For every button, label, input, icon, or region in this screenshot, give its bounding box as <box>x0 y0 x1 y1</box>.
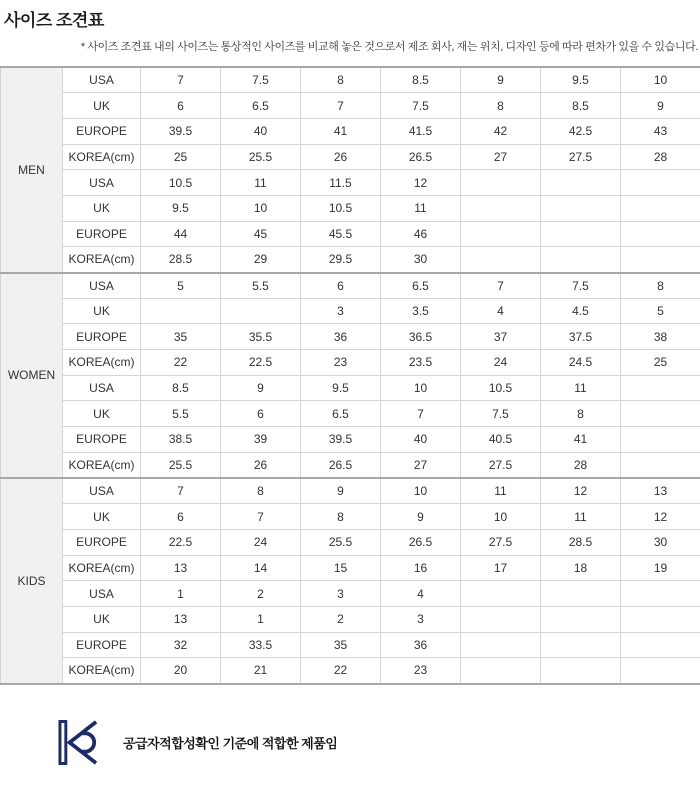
table-row <box>1 555 700 581</box>
certification-footer <box>0 719 700 766</box>
size-value-cell: 2 <box>301 606 381 632</box>
size-value-cell: 2 <box>221 581 301 607</box>
size-value-cell: 8 <box>301 67 381 93</box>
size-value-cell: 7.5 <box>381 93 461 119</box>
table-row <box>1 478 700 504</box>
size-value-cell: 9 <box>301 478 381 504</box>
size-value-cell: 45 <box>221 221 301 247</box>
size-value-cell <box>621 427 700 453</box>
size-value-cell: 44 <box>141 221 221 247</box>
table-row <box>1 221 700 247</box>
table-row <box>1 504 700 530</box>
size-value-cell: 7 <box>141 478 221 504</box>
size-value-cell: 9 <box>221 375 301 401</box>
table-row <box>1 93 700 119</box>
size-value-cell: 9 <box>621 93 700 119</box>
table-row <box>1 375 700 401</box>
size-value-cell <box>621 581 700 607</box>
size-value-cell: 28.5 <box>541 529 621 555</box>
size-value-cell: 17 <box>461 555 541 581</box>
size-value-cell: 35.5 <box>221 324 301 350</box>
size-value-cell: 42 <box>461 118 541 144</box>
table-row <box>1 324 700 350</box>
region-label-cell: USA <box>63 67 141 93</box>
size-value-cell: 10.5 <box>141 170 221 196</box>
size-value-cell <box>461 221 541 247</box>
size-value-cell <box>461 195 541 221</box>
size-value-cell <box>621 452 700 478</box>
size-value-cell: 36.5 <box>381 324 461 350</box>
size-value-cell: 28 <box>541 452 621 478</box>
size-value-cell: 11 <box>541 504 621 530</box>
size-value-cell: 37.5 <box>541 324 621 350</box>
size-value-cell: 10 <box>461 504 541 530</box>
size-value-cell: 14 <box>221 555 301 581</box>
size-value-cell: 10 <box>381 478 461 504</box>
size-value-cell: 3 <box>301 581 381 607</box>
size-value-cell: 9.5 <box>541 67 621 93</box>
size-value-cell: 8.5 <box>541 93 621 119</box>
size-value-cell: 9 <box>381 504 461 530</box>
size-value-cell: 41 <box>541 427 621 453</box>
size-value-cell: 27 <box>381 452 461 478</box>
group-label-kids: KIDS <box>1 478 63 684</box>
region-label-cell: KOREA(cm) <box>63 658 141 684</box>
region-label-cell: EUROPE <box>63 118 141 144</box>
region-label-cell: KOREA(cm) <box>63 247 141 273</box>
size-value-cell: 26 <box>221 452 301 478</box>
region-label-cell: EUROPE <box>63 632 141 658</box>
size-value-cell: 38.5 <box>141 427 221 453</box>
size-value-cell: 39.5 <box>141 118 221 144</box>
size-value-cell: 9 <box>461 67 541 93</box>
size-value-cell: 6.5 <box>301 401 381 427</box>
size-value-cell <box>221 298 301 324</box>
size-value-cell: 24 <box>221 529 301 555</box>
size-value-cell: 7 <box>381 401 461 427</box>
size-value-cell <box>621 606 700 632</box>
size-value-cell: 45.5 <box>301 221 381 247</box>
size-value-cell <box>621 375 700 401</box>
size-value-cell: 25 <box>141 144 221 170</box>
size-value-cell: 5.5 <box>221 273 301 299</box>
region-label-cell: UK <box>63 298 141 324</box>
size-value-cell <box>541 658 621 684</box>
size-value-cell: 30 <box>621 529 700 555</box>
size-value-cell: 29 <box>221 247 301 273</box>
size-value-cell: 18 <box>541 555 621 581</box>
size-value-cell: 10 <box>381 375 461 401</box>
size-value-cell: 7.5 <box>221 67 301 93</box>
size-value-cell: 13 <box>141 555 221 581</box>
size-value-cell: 3 <box>301 298 381 324</box>
size-value-cell: 46 <box>381 221 461 247</box>
region-label-cell: EUROPE <box>63 427 141 453</box>
size-value-cell: 6 <box>141 504 221 530</box>
size-value-cell <box>541 170 621 196</box>
size-value-cell: 23 <box>381 658 461 684</box>
size-value-cell: 27.5 <box>541 144 621 170</box>
size-value-cell: 10.5 <box>461 375 541 401</box>
page-title: 사이즈 조견표 <box>4 11 104 30</box>
size-value-cell: 7 <box>461 273 541 299</box>
size-value-cell: 42.5 <box>541 118 621 144</box>
size-value-cell: 7.5 <box>461 401 541 427</box>
table-row <box>1 427 700 453</box>
table-row <box>1 195 700 221</box>
size-value-cell: 25 <box>621 350 700 376</box>
region-label-cell: USA <box>63 581 141 607</box>
size-value-cell <box>541 247 621 273</box>
table-row <box>1 67 700 93</box>
size-value-cell: 33.5 <box>221 632 301 658</box>
size-value-cell: 32 <box>141 632 221 658</box>
size-value-cell: 5 <box>621 298 700 324</box>
size-value-cell: 28.5 <box>141 247 221 273</box>
size-value-cell: 8.5 <box>141 375 221 401</box>
size-value-cell <box>541 581 621 607</box>
table-row <box>1 298 700 324</box>
size-value-cell: 6 <box>221 401 301 427</box>
size-value-cell: 40.5 <box>461 427 541 453</box>
size-value-cell: 41.5 <box>381 118 461 144</box>
table-row <box>1 452 700 478</box>
region-label-cell: USA <box>63 375 141 401</box>
size-value-cell: 4.5 <box>541 298 621 324</box>
size-value-cell <box>541 221 621 247</box>
size-value-cell <box>621 170 700 196</box>
size-value-cell: 35 <box>301 632 381 658</box>
size-value-cell: 26.5 <box>301 452 381 478</box>
size-value-cell: 20 <box>141 658 221 684</box>
size-value-cell <box>461 247 541 273</box>
size-value-cell: 5.5 <box>141 401 221 427</box>
size-value-cell: 27.5 <box>461 452 541 478</box>
size-value-cell: 13 <box>621 478 700 504</box>
region-label-cell: UK <box>63 606 141 632</box>
table-row <box>1 118 700 144</box>
size-value-cell: 38 <box>621 324 700 350</box>
size-value-cell: 10 <box>221 195 301 221</box>
size-value-cell: 7 <box>141 67 221 93</box>
region-label-cell: KOREA(cm) <box>63 144 141 170</box>
region-label-cell: KOREA(cm) <box>63 452 141 478</box>
table-row <box>1 350 700 376</box>
size-value-cell: 22.5 <box>141 529 221 555</box>
size-value-cell: 8.5 <box>381 67 461 93</box>
region-label-cell: USA <box>63 273 141 299</box>
table-row <box>1 247 700 273</box>
table-row <box>1 606 700 632</box>
table-row <box>1 144 700 170</box>
size-value-cell: 10.5 <box>301 195 381 221</box>
table-row <box>1 273 700 299</box>
region-label-cell: UK <box>63 401 141 427</box>
size-value-cell: 16 <box>381 555 461 581</box>
size-value-cell: 11 <box>381 195 461 221</box>
region-label-cell: EUROPE <box>63 529 141 555</box>
size-value-cell: 8 <box>301 504 381 530</box>
region-label-cell: EUROPE <box>63 324 141 350</box>
size-value-cell: 41 <box>301 118 381 144</box>
certification-text: 공급자적합성확인 기준에 적합한 제품임 <box>123 735 338 751</box>
size-value-cell: 6 <box>301 273 381 299</box>
size-value-cell <box>621 632 700 658</box>
size-value-cell: 3 <box>381 606 461 632</box>
size-value-cell <box>461 581 541 607</box>
size-value-cell: 35 <box>141 324 221 350</box>
size-value-cell: 8 <box>221 478 301 504</box>
size-value-cell: 30 <box>381 247 461 273</box>
size-value-cell: 6.5 <box>381 273 461 299</box>
size-value-cell: 7.5 <box>541 273 621 299</box>
size-value-cell: 8 <box>541 401 621 427</box>
size-value-cell: 12 <box>381 170 461 196</box>
size-value-cell: 25.5 <box>141 452 221 478</box>
size-value-cell: 29.5 <box>301 247 381 273</box>
size-value-cell <box>461 632 541 658</box>
size-value-cell: 26 <box>301 144 381 170</box>
size-value-cell: 22 <box>141 350 221 376</box>
kc-certification-icon <box>57 719 99 766</box>
size-value-cell: 26.5 <box>381 144 461 170</box>
size-value-cell: 15 <box>301 555 381 581</box>
size-value-cell <box>541 632 621 658</box>
size-value-cell: 11.5 <box>301 170 381 196</box>
table-row <box>1 401 700 427</box>
size-value-cell: 8 <box>461 93 541 119</box>
size-value-cell <box>461 170 541 196</box>
size-value-cell: 11 <box>461 478 541 504</box>
size-value-cell <box>621 247 700 273</box>
size-value-cell: 37 <box>461 324 541 350</box>
size-value-cell: 13 <box>141 606 221 632</box>
region-label-cell: UK <box>63 195 141 221</box>
region-label-cell: USA <box>63 170 141 196</box>
size-value-cell: 36 <box>381 632 461 658</box>
size-value-cell: 4 <box>381 581 461 607</box>
size-value-cell: 23 <box>301 350 381 376</box>
size-value-cell <box>461 658 541 684</box>
size-value-cell: 23.5 <box>381 350 461 376</box>
table-row <box>1 658 700 684</box>
size-value-cell: 27.5 <box>461 529 541 555</box>
size-value-cell: 6.5 <box>221 93 301 119</box>
size-value-cell: 12 <box>541 478 621 504</box>
size-value-cell: 10 <box>621 67 700 93</box>
size-value-cell: 12 <box>621 504 700 530</box>
region-label-cell: EUROPE <box>63 221 141 247</box>
size-value-cell: 21 <box>221 658 301 684</box>
table-row <box>1 581 700 607</box>
size-value-cell: 4 <box>461 298 541 324</box>
size-value-cell: 27 <box>461 144 541 170</box>
size-value-cell <box>621 658 700 684</box>
size-value-cell: 39.5 <box>301 427 381 453</box>
size-value-cell: 22.5 <box>221 350 301 376</box>
size-value-cell: 9.5 <box>141 195 221 221</box>
size-value-cell: 1 <box>221 606 301 632</box>
size-value-cell: 1 <box>141 581 221 607</box>
size-value-cell: 9.5 <box>301 375 381 401</box>
size-value-cell <box>141 298 221 324</box>
size-value-cell: 8 <box>621 273 700 299</box>
size-table-body <box>1 67 700 684</box>
size-value-cell: 3.5 <box>381 298 461 324</box>
size-value-cell: 19 <box>621 555 700 581</box>
size-value-cell <box>541 195 621 221</box>
size-value-cell: 39 <box>221 427 301 453</box>
size-chart-disclaimer: * 사이즈 조견표 내의 사이즈는 통상적인 사이즈를 비교해 놓은 것으로서 제조 회사, 재는 위치, 디자인 등에 따라 편차가 있을 수 있습니다. <box>80 41 698 53</box>
size-value-cell <box>621 221 700 247</box>
size-value-cell: 24 <box>461 350 541 376</box>
table-row <box>1 632 700 658</box>
size-value-cell: 25.5 <box>301 529 381 555</box>
size-value-cell: 25.5 <box>221 144 301 170</box>
size-value-cell: 40 <box>221 118 301 144</box>
size-value-cell: 22 <box>301 658 381 684</box>
region-label-cell: USA <box>63 478 141 504</box>
group-label-women: WOMEN <box>1 273 63 479</box>
size-value-cell: 26.5 <box>381 529 461 555</box>
region-label-cell: UK <box>63 504 141 530</box>
region-label-cell: UK <box>63 93 141 119</box>
table-row <box>1 170 700 196</box>
size-value-cell: 11 <box>541 375 621 401</box>
size-conversion-table <box>0 66 700 685</box>
size-value-cell: 7 <box>301 93 381 119</box>
size-value-cell: 36 <box>301 324 381 350</box>
region-label-cell: KOREA(cm) <box>63 350 141 376</box>
table-row <box>1 529 700 555</box>
size-value-cell <box>621 401 700 427</box>
size-value-cell <box>541 606 621 632</box>
size-value-cell: 6 <box>141 93 221 119</box>
size-value-cell: 24.5 <box>541 350 621 376</box>
size-value-cell: 11 <box>221 170 301 196</box>
size-value-cell: 43 <box>621 118 700 144</box>
region-label-cell: KOREA(cm) <box>63 555 141 581</box>
size-value-cell <box>461 606 541 632</box>
size-value-cell: 7 <box>221 504 301 530</box>
size-value-cell: 28 <box>621 144 700 170</box>
size-value-cell: 40 <box>381 427 461 453</box>
size-value-cell: 5 <box>141 273 221 299</box>
group-label-men: MEN <box>1 67 63 273</box>
size-value-cell <box>621 195 700 221</box>
